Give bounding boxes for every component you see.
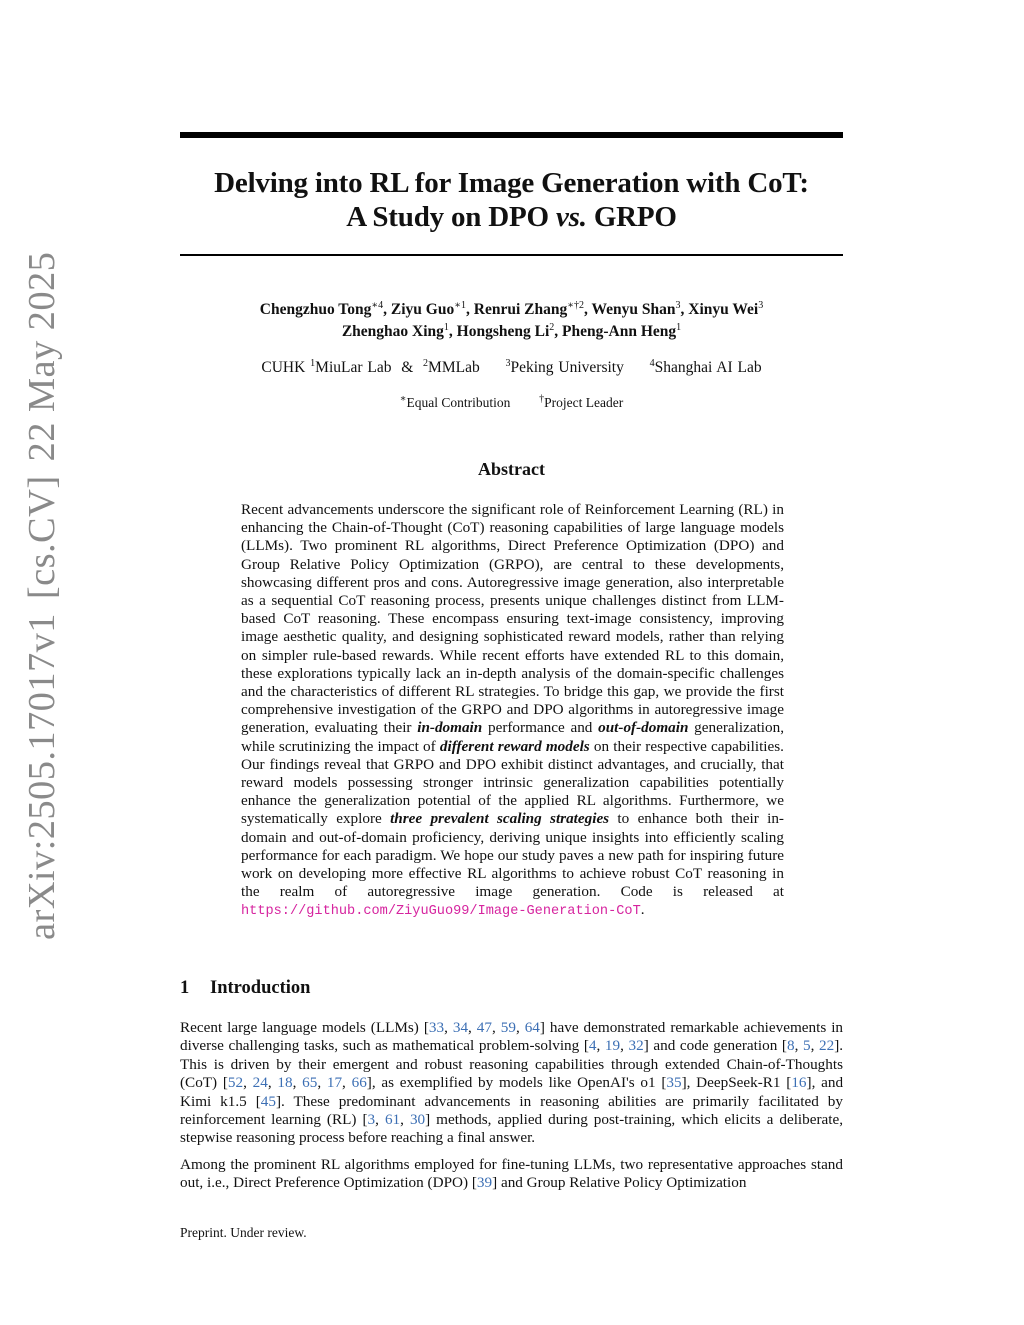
contribution-notes: ∗Equal Contribution †Project Leader [399,393,624,410]
project-leader-note: Project Leader [544,395,624,410]
citation-link[interactable]: 4 [588,1037,597,1055]
arxiv-category: [cs.CV] [21,475,63,600]
title-line-1: Delving into RL for Image Generation with CoT: [214,167,809,199]
author: Zhenghao Xing [341,323,444,340]
author: Xinyu Wei [688,301,759,318]
citation-link[interactable]: 34 [452,1019,469,1036]
affiliation-pku: Peking University [510,359,624,376]
author: Hongsheng Li [456,323,550,340]
author: Wenyu Shan [591,301,676,318]
author: Pheng-Ann Heng [562,323,677,340]
citation-link[interactable]: 18 [277,1074,293,1092]
citation-link[interactable]: 47 [476,1019,492,1036]
equal-contribution-note: Equal Contribution [406,395,511,410]
title-top-rule [180,132,843,138]
title-line-2: A Study on DPO vs. GRPO [346,201,677,233]
affiliation-cuhk: CUHK [261,359,306,376]
abstract-body: Recent advancements underscore the significant role of Reinforcement Learning (RL) in enhancing the Chain-of-Thought (CoT) reasoning capabilities of large language models (LLMs). Two prominent RL algorithms, Direct Preference Optimization (DPO) and Group Relative Policy Optimization (GRPO), are central to these developments, showcasing different pros and cons. Autoregressive image generation, also interpretable as a sequential CoT reasoning process, presents unique challenges distinct from LLM-based CoT reasoning. These encompass ensuring text-image consistency, improving image aesthetic quality, and designing sophisticated reward models, rather than relying on simpler rule-based rewards. While recent efforts have extended RL to this domain, these explorations typically lack an in-depth analysis of the domain-specific challenges and the characteristics of different RL strategies. To bridge this gap, we provide the first comprehensive investigation of the GRPO and DPO algorithms in autoregressive image generation, evaluating their in-domain performance and out-of-domain generalization, while scrutinizing the impact of different reward models on their respective capabilities. Our findings reveal that GRPO and DPO exhibit distinct advantages, and crucially, that reward models possessing stronger intrinsic generalization capabilities potentially enhance the generalization potential of the applied RL algorithms. Furthermore, we systematically explore three prevalent scaling strategies to enhance both their in-domain and out-of-domain proficiency, deriving unique insights into efficiently scaling performance for each paradigm. We hope our study paves a new path for inspiring future work on developing more effective RL algorithms to achieve robust CoT reasoning in the realm of autoregressive image generation. Code is released at https://github.com/ZiyuGuo99/Image-Generation-CoT. [241,501,784,920]
author-list [180,299,843,343]
citation-link[interactable]: 17 [326,1074,343,1092]
author-line-2: Zhenghao Xing$^1$, Hongsheng Li$^2$, Pheng-Ann Heng$^1$ [341,321,682,340]
abstract-heading: Abstract [478,459,545,479]
intro-paragraph-2: Among the prominent RL algorithms employed for fine-tuning LLMs, two representative approaches stand out, i.e., Direct Preference Optimization (DPO) [39] and Group Relative Policy Optimization [180,1156,843,1192]
paper-title [180,166,843,234]
citation-link[interactable]: 64 [524,1019,540,1036]
section-heading-introduction: 1 Introduction [180,978,311,998]
citation-link[interactable]: 8 [786,1037,795,1055]
citation-link[interactable]: 52 [227,1074,244,1092]
citation-link[interactable]: 66 [351,1074,367,1092]
citation-link[interactable]: 61 [384,1111,401,1129]
citation-link[interactable]: 65 [302,1074,318,1092]
affiliations: CUHK $^1$MiuLar Lab & $^2$MMLab $^3$Peking University $^4$Shanghai AI Lab [261,357,762,376]
title-bottom-rule [180,254,843,256]
author: Ziyu Guo [390,301,455,318]
citation-link[interactable]: 35 [666,1074,682,1092]
citation-link[interactable]: 22 [819,1037,835,1055]
emphasis-in-domain: in-domain [417,719,483,737]
author-line-1: Chengzhuo Tong$^{∗4}$, Ziyu Guo$^{∗1}$, Renrui Zhang$^{∗\dagger 2}$, Wenyu Shan$^3$, Xinyu Wei$^3$ [259,299,764,318]
affiliation-shanghai-ai-lab: Shanghai AI Lab [654,359,762,376]
citation-link[interactable]: 33 [428,1019,445,1036]
author: Chengzhuo Tong [259,301,372,318]
arxiv-stamp [20,252,64,940]
arxiv-date: 22 May 2025 [21,251,63,462]
citation-link[interactable]: 45 [260,1092,276,1110]
citation-link[interactable]: 30 [409,1111,426,1129]
citation-link[interactable]: 16 [791,1074,807,1092]
citation-link[interactable]: 5 [803,1037,811,1055]
citation-link[interactable]: 32 [628,1037,644,1055]
affiliation-mmlab: MMLab [428,359,480,376]
citation-link[interactable]: 24 [252,1074,268,1092]
citation-link[interactable]: 59 [500,1019,516,1036]
citation-link[interactable]: 39 [476,1174,493,1192]
code-repository-link[interactable]: https://github.com/ZiyuGuo99/Image-Generation-CoT [241,904,641,920]
author: Renrui Zhang [473,301,568,318]
preprint-footer: Preprint. Under review. [180,1225,307,1240]
intro-paragraph-1: Recent large language models (LLMs) [33, 34, 47, 59, 64] have demonstrated remarkable achievements in diverse challenging tasks, such as mathematical problem-solving [4, 19, 32] and code generation [8, 5, 22]. This is driven by their emergent and robust reasoning capabilities through extended Chain-of-Thoughts (CoT) [52, 24, 18, 65, 17, 66], as exemplified by models like OpenAI's o1 [35], DeepSeek-R1 [16], and Kimi k1.5 [45]. These predominant advancements in reasoning abilities are primarily facilitated by reinforcement learning (RL) [3, 61, 30] methods, applied during post-training, which elicits a deliberate, stepwise reasoning process before reaching a final answer. [180,1019,844,1147]
emphasis-reward-models: different reward models [439,737,590,755]
affiliation-miular: MiuLar Lab [315,359,392,376]
emphasis-out-of-domain: out-of-domain [598,719,689,737]
emphasis-scaling-strategies: three prevalent scaling strategies [390,810,610,828]
citation-link[interactable]: 3 [367,1111,376,1129]
arxiv-id: arXiv:2505.17017v1 [21,613,63,940]
citation-link[interactable]: 19 [604,1037,621,1055]
